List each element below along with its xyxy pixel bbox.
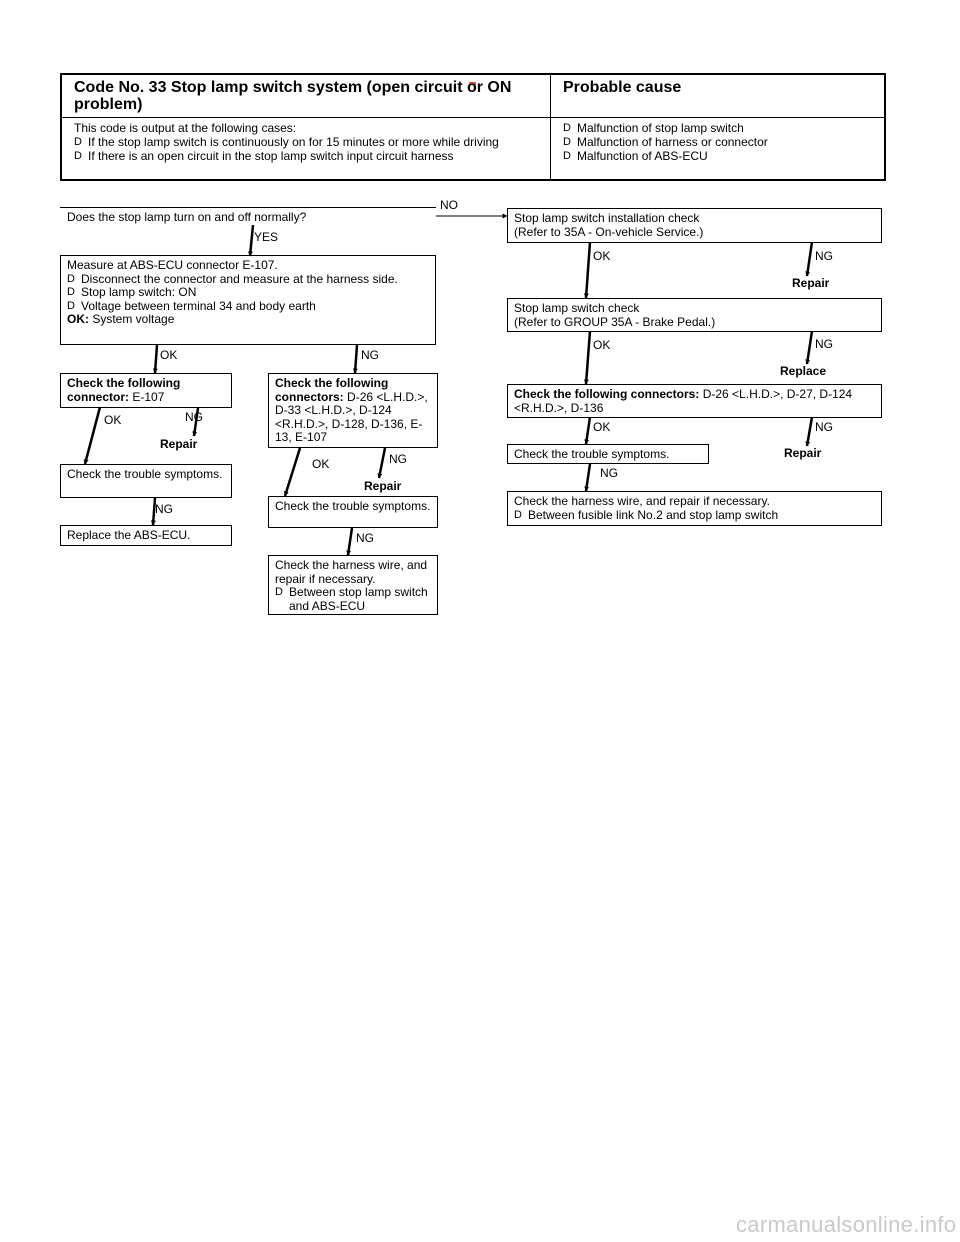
question-stop-lamp-normal: Does the stop lamp turn on and off normally? [60, 207, 436, 225]
branch-ng: NG [815, 420, 833, 434]
bullet-icon: D [275, 586, 283, 598]
bullet-icon: D [514, 508, 522, 521]
branch-ng: NG [356, 531, 374, 545]
connector-check-multi: Check the following connectors: D-26 <L.H.D.>, D-33 <L.H.D.>, D-124 <R.H.D.>, D-128, D-136, E-13, E-107 [268, 373, 438, 448]
branch-ok: OK [593, 338, 611, 352]
branch-ok: OK [312, 457, 330, 471]
bullet-icon: D [67, 299, 75, 312]
code-title: Code No. 33 Stop lamp switch system (open circuit or ON problem) [61, 74, 551, 118]
case-item: D If the stop lamp switch is continuously on for 15 minutes or more while driving [74, 135, 499, 149]
branch-ng: NG [815, 249, 833, 263]
action-repair: Repair [364, 479, 402, 493]
branch-ok: OK [593, 420, 611, 434]
cause-item: D Malfunction of harness or connector [563, 135, 768, 149]
branch-ng: NG [600, 466, 618, 480]
trouble-symptoms-check-3: Check the trouble symptoms. [507, 444, 709, 464]
question-top-line [60, 207, 436, 208]
cause-item: D Malfunction of ABS-ECU [563, 149, 708, 163]
bullet-icon: D [563, 122, 571, 134]
case-intro: This code is output at the following cases: [74, 121, 297, 135]
bullet-icon: D [67, 272, 75, 285]
action-replace: Replace [780, 364, 827, 378]
site-watermark: carmanualsonline.info [736, 1212, 957, 1237]
branch-ng: NG [389, 452, 407, 466]
switch-check: Stop lamp switch check (Refer to GROUP 35A - Brake Pedal.) [507, 298, 882, 332]
bullet-icon: D [563, 136, 571, 148]
branch-ok: OK [104, 413, 122, 427]
branch-yes: YES [254, 230, 279, 244]
probable-cause-header: Probable cause [551, 74, 886, 118]
branch-ok: OK [160, 348, 178, 362]
bullet-icon: D [563, 150, 571, 162]
connector-check-e107: Check the following connector: E-107 [60, 373, 232, 408]
branch-ng: NG [361, 348, 379, 362]
harness-check-fusible: Check the harness wire, and repair if necessary. D Between fusible link No.2 and stop lamp switch [507, 491, 882, 526]
bullet-icon: D [74, 150, 82, 162]
action-repair: Repair [784, 446, 822, 460]
cause-item: D Malfunction of stop lamp switch [563, 121, 744, 135]
branch-no: NO [440, 198, 458, 212]
branch-ok: OK [593, 249, 611, 263]
bullet-icon: D [74, 136, 82, 148]
harness-check-ecu: Check the harness wire, and repair if necessary. D Between stop lamp switch and ABS-ECU [268, 555, 438, 615]
switch-installation-check: Stop lamp switch installation check (Refer to 35A - On-vehicle Service.) [507, 208, 882, 243]
case-item: D If there is an open circuit in the stop lamp switch input circuit harness [74, 149, 454, 163]
trouble-symptoms-check-2: Check the trouble symptoms. [268, 496, 438, 528]
branch-ng: NG [185, 410, 203, 424]
branch-ng: NG [815, 337, 833, 351]
action-repair: Repair [160, 437, 198, 451]
replace-ecu-box: Replace the ABS-ECU. [60, 525, 232, 546]
measure-box: Measure at ABS-ECU connector E-107. D Disconnect the connector and measure at the harness side. D Stop lamp switch: ON D Voltage between terminal 34 and body earth OK: System voltage [60, 255, 436, 345]
trouble-symptoms-check-1: Check the trouble symptoms. [60, 464, 232, 498]
branch-ng: NG [155, 502, 173, 516]
action-repair: Repair [792, 276, 830, 290]
bullet-icon: D [67, 286, 75, 298]
connector-check-right: Check the following connectors: D-26 <L.H.D.>, D-27, D-124 <R.H.D.>, D-136 [507, 384, 882, 418]
